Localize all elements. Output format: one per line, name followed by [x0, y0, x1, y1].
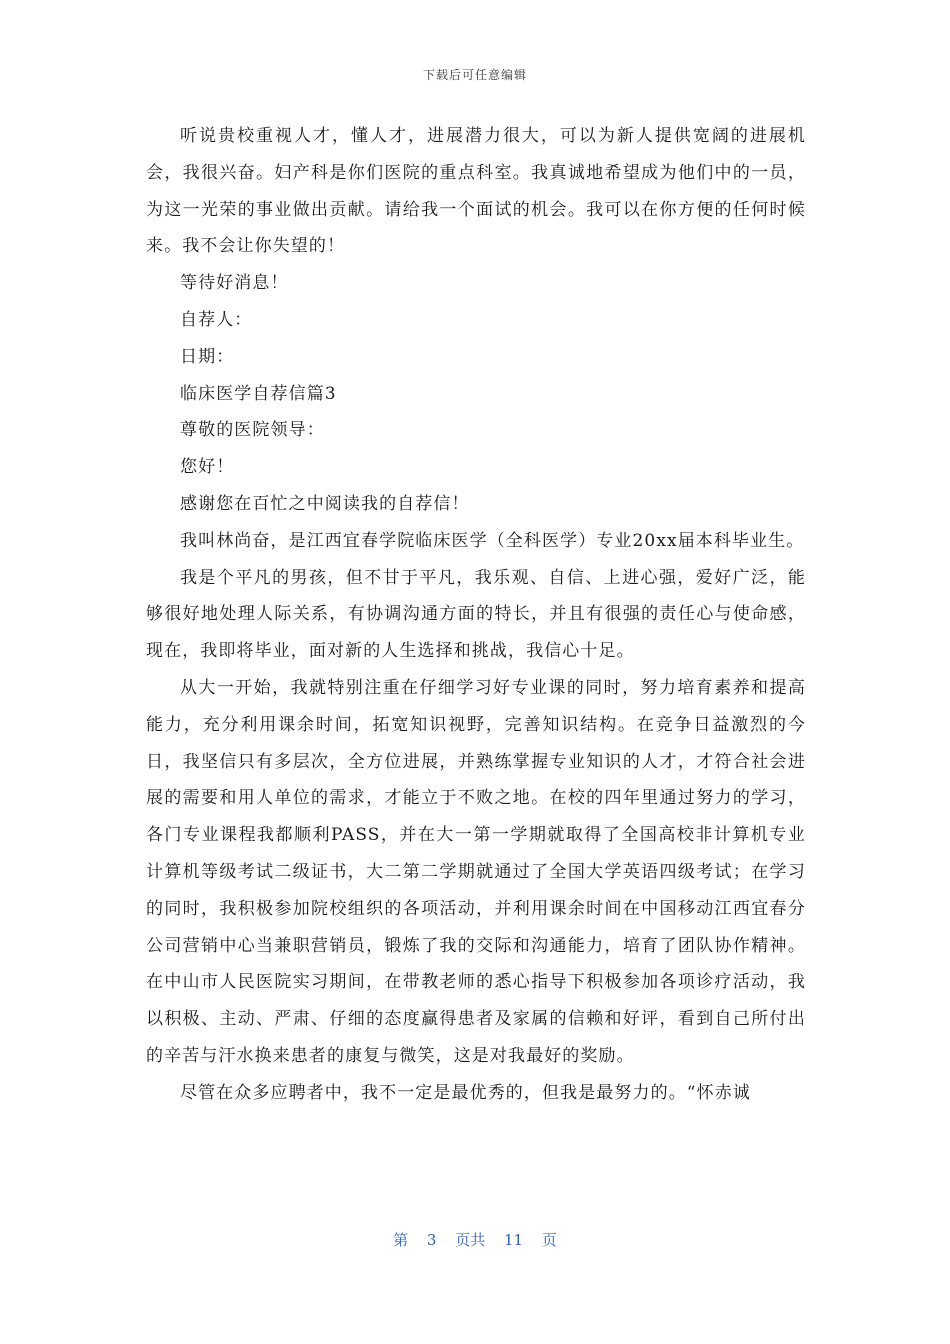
body-paragraph: 感谢您在百忙之中阅读我的自荐信！ [180, 493, 470, 514]
footer-middle: 页共 [455, 1231, 486, 1249]
document-body [146, 118, 806, 1112]
footer-suffix: 页 [541, 1231, 557, 1249]
body-paragraph: 从大一开始，我就特别注重在仔细学习好专业课的同时，努力培育素养和提高能力，充分利用课余时间，拓宽知识视野，完善知识结构。在竞争日益激烈的今日，我坚信只有多层次，全方位进展，并熟练掌握专业知识的人才，才符合社会进展的需要和用人单位的需求，才能立于不败之地。在校的四年里通过努力的学习，各门专业课程我都顺利PASS，并在大一第一学期就取得了全国高校非计算机专业计算机等级考试二级证书，大二第二学期就通过了全国大学英语四级考试；在学习的同时，我积极参加院校组织的各项活动，并利用课余时间在中国移动江西宜春分公司营销中心当兼职营销员，锻炼了我的交际和沟通能力，培育了团队协作精神。在中山市人民医院实习期间，在带教老师的悉心指导下积极参加各项诊疗活动，我以积极、主动、严肃、仔细的态度赢得患者及家属的信赖和好评，看到自己所付出的辛苦与汗水换来患者的康复与微笑，这是对我最好的奖励。 [146, 677, 806, 1066]
page-header-note: 下载后可任意编辑 [422, 68, 527, 82]
body-paragraph: 自荐人： [180, 309, 253, 330]
body-paragraph: 等待好消息！ [180, 273, 289, 294]
salutation: 尊敬的医院领导： [180, 420, 325, 441]
body-paragraph: 尽管在众多应聘者中，我不一定是最优秀的，但我是最努力的。“怀赤诚 [180, 1082, 751, 1103]
footer-total-pages: 11 [504, 1231, 524, 1249]
page-footer [0, 1229, 950, 1250]
body-paragraph: 日期： [180, 346, 235, 367]
greeting: 您好！ [180, 457, 235, 478]
body-paragraph: 听说贵校重视人才，懂人才，进展潜力很大，可以为新人提供宽阔的进展机会，我很兴奋。妇产科是你们医院的重点科室。我真诚地希望成为他们中的一员，为这一光荣的事业做出贡献。请给我一个面试的机会。我可以在你方便的任何时候来。我不会让你失望的！ [146, 126, 806, 257]
section-title: 临床医学自荐信篇3 [180, 383, 337, 404]
body-paragraph: 我是个平凡的男孩，但不甘于平凡，我乐观、自信、上进心强，爱好广泛，能够很好地处理人际关系，有协调沟通方面的特长，并且有很强的责任心与使命感，现在，我即将毕业，面对新的人生选择和挑战，我信心十足。 [146, 567, 806, 662]
footer-page-number: 3 [426, 1231, 437, 1249]
footer-prefix: 第 [393, 1231, 409, 1249]
body-paragraph: 我叫林尚奋，是江西宜春学院临床医学（全科医学）专业20xx届本科毕业生。 [180, 530, 805, 551]
